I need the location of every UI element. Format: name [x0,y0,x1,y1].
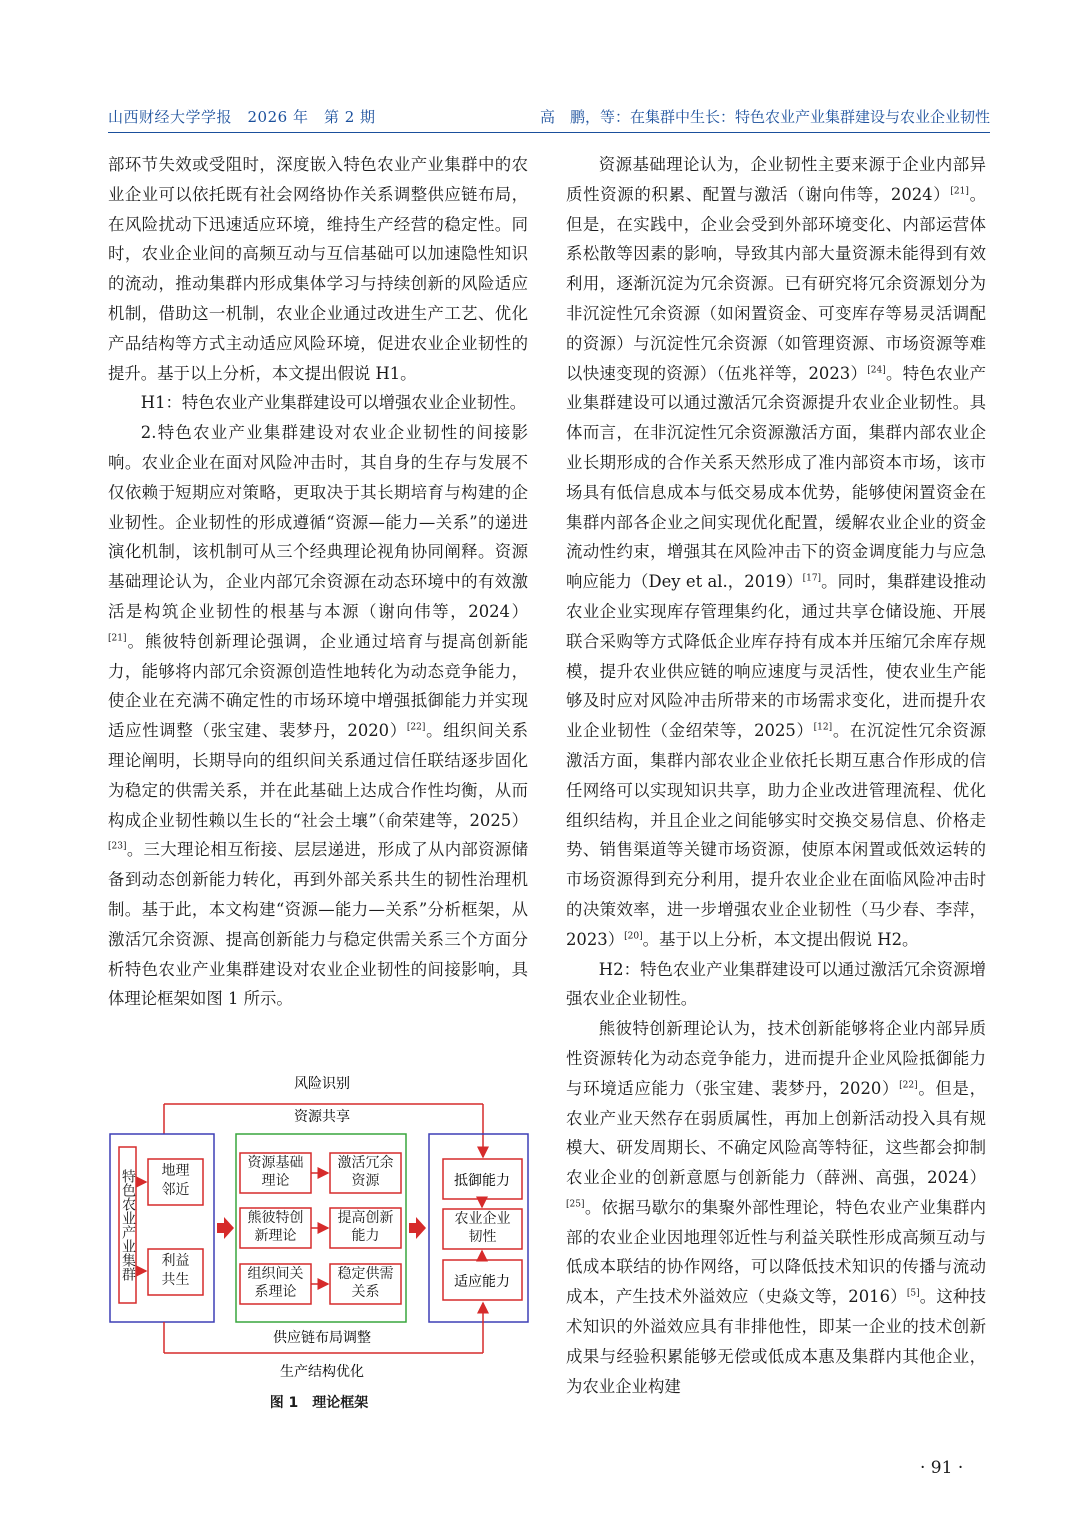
journal-title: 山西财经大学学报 2026 年 第 2 期 [108,108,376,126]
label-risk-identification: 风险识别 [294,1076,350,1092]
citation: [17] [802,573,822,584]
citation: [12] [813,722,833,733]
article-running-title: 高 鹏，等：在集群中生长：特色农业产业集群建设与农业企业韧性 [539,108,990,126]
hypothesis-h2: H2：特色农业产业集群建设可以通过激活冗余资源增强农业企业韧性。 [566,959,986,1009]
page-number: · 91 · [920,1458,964,1478]
citation: [22] [406,722,426,733]
block-arrow [409,1217,426,1239]
citation: [20] [624,931,643,942]
citation: [21] [108,633,127,644]
right-column [566,150,986,1401]
label-production-structure: 生产结构优化 [280,1364,364,1380]
paragraph: 部环节失效或受阻时，深度嵌入特色农业产业集群中的农业企业可以依托既有社会网络协作关系调整供应链布局，在风险扰动下迅速适应环境，维持生产经营的稳定性。同时，农业企业间的高频互动与互信基础可以加速隐性知识的流动，推动集群内形成集体学习与持续创新的风险适应机制，借助这一机制，农业企业通过改进生产工艺、优化产品结构等方式主动适应风险环境，促进农业企业韧性的提升。基于以上分析，本文提出假说 H1。 [108,155,528,383]
figure-caption: 图 1 理论框架 [269,1395,369,1411]
page-header [108,104,990,134]
paragraph: 2.特色农业产业集群建设对农业企业韧性的间接影响。农业企业在面对风险冲击时，其自身的生存与发展不仅依赖于短期应对策略，更取决于其长期培育与构建的企业韧性。企业韧性的形成遵循“资源—能力—关系”的递进演化机制，该机制可从三个经典理论视角协同阐释。资源基础理论认为，企业内部冗余资源在动态环境中的有效激活是构筑企业韧性的根基与本源（谢向伟等，2024）[21]。熊彼特创新理论强调，企业通过培育与提高创新能力，能够将内部冗余资源创造性地转化为动态竞争能力，使企业在充满不确定性的市场环境中增强抵御能力并实现适应性调整（张宝建、裴梦丹，2020）[22]。组织间关系理论阐明，长期导向的组织间关系通过信任联结逐步固化为稳定的供需关系，并在此基础上达成合作性均衡，从而构成企业韧性赖以生长的“社会土壤”（俞荣建等，2025）[23]。三大理论相互衔接、层层递进，形成了从内部资源储备到动态创新能力转化，再到外部关系共生的韧性治理机制。基于此，本文构建“资源—能力—关系”分析框架，从激活冗余资源、提高创新能力与稳定供需关系三个方面分析特色农业产业集群建设对农业企业韧性的间接影响，具体理论框架如图 1 所示。 [108,423,529,1009]
label-supply-chain-adjustment: 供应链布局调整 [273,1330,371,1346]
hypothesis-h1: H1：特色农业产业集群建设可以增强农业企业韧性。 [140,393,527,413]
theory-framework-figure: 风险识别 资源共享 特色农业产业集群 地理邻近 利益共生 资源基础理论 熊彼特创新理论 组织间关系理论 激活冗余资源 提高创新能力 稳定供需关系 抵御能力 农业企业韧性 适应能力 供应链布局调整 生产结构优化 [108,1073,530,1418]
svg-text:抵御能力: 抵御能力 [454,1173,510,1189]
citation: [23] [108,841,127,852]
cluster-label: 特色农业产业集群 [120,1169,136,1281]
citation: [21] [950,186,969,197]
citation: [25] [566,1199,585,1210]
citation: [24] [867,365,886,376]
header-divider [108,132,990,133]
label-resource-sharing: 资源共享 [294,1109,350,1125]
citation: [5] [906,1288,920,1299]
paragraph: 资源基础理论认为，企业韧性主要来源于企业内部异质性资源的积累、配置与激活（谢向伟等，2024）[21]。但是，在实践中，企业会受到外部环境变化、内部运营体系松散等因素的影响，导致其内部大量资源未能得到有效利用，逐渐沉淀为冗余资源。已有研究将冗余资源划分为非沉淀性冗余资源（如闲置资金、可变库存等易灵活调配的资源）与沉淀性冗余资源（如管理资源、市场资源等难以快速变现的资源）（伍兆祥等，2023）[24]。特色农业产业集群建设可以通过激活冗余资源提升农业企业韧性。具体而言，在非沉淀性冗余资源激活方面，集群内部农业企业长期形成的合作关系天然形成了准内部资本市场，该市场具有低信息成本与低交易成本优势，能够使闲置资金在集群内部各企业之间实现优化配置，缓解农业企业的资金流动性约束，增强其在风险冲击下的资金调度能力与应急响应能力（Dey et al.，2019）[17]。同时，集群建设推动农业企业实现库存管理集约化，通过共享仓储设施、开展联合采购等方式降低企业库存持有成本并压缩冗余库存规模，提升农业供应链的响应速度与灵活性，使农业生产能够及时应对风险冲击所带来的市场需求变化，进而提升农业企业韧性（金绍荣等，2025）[12]。在沉淀性冗余资源激活方面，集群内部农业企业依托长期互惠合作形成的信任网络可以实现知识共享，助力企业改进管理流程、优化组织结构，并且企业之间能够实时交换交易信息、价格走势、销售渠道等关键市场资源，使原本闲置或低效运转的市场资源得到充分利用，提升农业企业在面临风险冲击时的决策效率，进一步增强农业企业韧性（马少春、李萍，2023）[20]。基于以上分析，本文提出假说 H2。 [566,155,987,949]
block-arrow [217,1217,234,1239]
svg-text:适应能力: 适应能力 [454,1274,510,1290]
citation: [22] [899,1080,918,1091]
left-column [108,150,528,1014]
paragraph: 熊彼特创新理论认为，技术创新能够将企业内部异质性资源转化为动态竞争能力，进而提升企业风险抵御能力与环境适应能力（张宝建、裴梦丹，2020）[22]。但是，农业产业天然存在弱质属性，再加上创新活动投入具有规模大、研发周期长、不确定风险高等特征，这些都会抑制农业企业的创新意愿与创新能力（薛洲、高强，2024）[25]。依据马歇尔的集聚外部性理论，特色农业产业集群内部的农业企业因地理邻近性与利益关联性形成高频互动与低成本联结的协作网络，可以降低技术知识的传播与流动成本，产生技术外溢效应（史焱文等，2016）[5]。这种技术知识的外溢效应具有非排他性，即某一企业的技术创新成果与经验积累能够无偿或低成本惠及集群内其他企业，为农业企业构建 [566,1019,987,1396]
